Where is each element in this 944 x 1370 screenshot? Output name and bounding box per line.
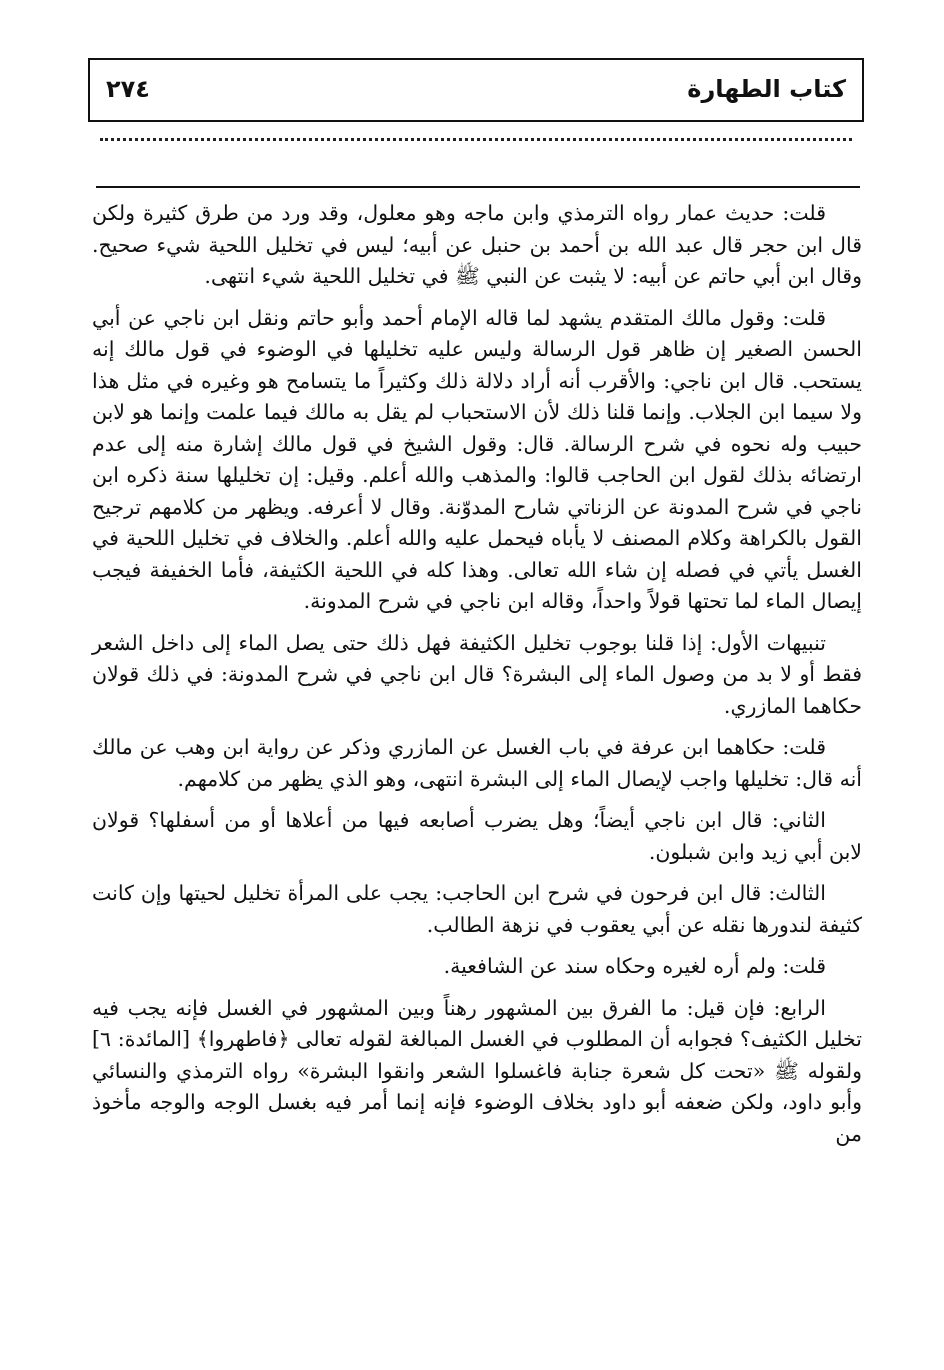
paragraph: قلت: وقول مالك المتقدم يشهد لما قاله الإمام أحمد وأبو حاتم ونقل ابن ناجي عن أبي الحسن الصغير إن ظاهر قول الرسالة وليس عليه تخليلها في الوضوء في قول مالك إنه يستحب. قال ابن ناجي: والأقرب أنه أراد دلالة ذلك وكثيراً ما يتسامح هو وغيره في مثل هذا ولا سيما ابن الجلاب. وإنما قلنا ذلك لأن الاستحباب لم يقل به مالك فيما علمت وإنما هو لابن حبيب وله نحوه في شرح الرسالة. قال: وقول الشيخ في قول مالك إشارة منه إلى عدم ارتضائه بذلك لقول ابن الحاجب قالوا: والمذهب والله أعلم. وقيل: إن تخليلها سنة ذكره ابن ناجي في شرح المدونة عن الزناتي شارح المدوّنة. وقال لا أعرفه. ويظهر من كلامهم ترجيح القول بالكراهة وكلام المصنف لا يأباه فيحمل عليه والله أعلم. والخلاف في تخليل اللحية في الغسل يأتي في فصله إن شاء الله تعالى. وهذا كله في اللحية الكثيفة، فأما الخفيفة فيجب إيصال الماء لما تحتها قولاً واحداً، وقاله ابن ناجي في شرح المدونة.: [92, 305, 862, 613]
paragraph: قلت: حديث عمار رواه الترمذي وابن ماجه وهو معلول، وقد ورد من طرق كثيرة ولكن قال ابن حجر قال عبد الله بن أحمد بن حنبل عن أبيه؛ ليس في تخليل اللحية شيء صحيح. وقال ابن أبي حاتم عن أبيه: لا يثبت عن النبي ﷺ في تخليل اللحية شيء انتهى.: [92, 201, 862, 288]
page-body: [92, 198, 862, 1157]
chapter-title: كتاب الطهارة: [687, 75, 846, 103]
paragraph: الثالث: قال ابن فرحون في شرح ابن الحاجب: يجب على المرأة تخليل لحيتها وإن كانت كثيفة لندورها نقله عن أبي يعقوب في نزهة الطالب.: [92, 881, 862, 937]
page-header: [88, 58, 864, 122]
page-number: ٢٧٤: [106, 75, 150, 103]
paragraph: قلت: ولم أره لغيره وحكاه سند عن الشافعية.: [443, 954, 826, 978]
paragraph: تنبيهات الأول: إذا قلنا بوجوب تخليل الكثيفة فهل ذلك حتى يصل الماء إلى داخل الشعر فقط أو لا بد من وصول الماء إلى البشرة؟ قال ابن ناجي في شرح المدونة: في ذلك قولان حكاهما المازري.: [92, 630, 862, 718]
header-rule: [96, 186, 860, 188]
paragraph: الرابع: فإن قيل: ما الفرق بين المشهور رهناً وبين المشهور في الغسل فإنه يجب فيه تخليل الكثيف؟ فجوابه أن المطلوب في الغسل المبالغة لقوله تعالى ﴿فاطهروا﴾ [المائدة: ٦] ولقوله ﷺ «تحت كل شعرة جنابة فاغسلوا الشعر وانقوا البشرة» رواه الترمذي والنسائي وأبو داود، ولكن ضعفه أبو داود بخلاف الوضوء فإنه إنما أمر فيه بغسل الوجه والوجه مأخوذ من: [92, 995, 862, 1146]
dotted-divider: [100, 138, 852, 141]
paragraph: قلت: حكاهما ابن عرفة في باب الغسل عن المازري وذكر عن رواية ابن وهب عن مالك أنه قال: تخليلها واجب لإيصال الماء إلى البشرة انتهى، وهو الذي يظهر من كلامهم.: [92, 735, 862, 791]
paragraph: الثاني: قال ابن ناجي أيضاً؛ وهل يضرب أصابعه فيها من أعلاها أو من أسفلها؟ قولان لابن أبي زيد وابن شبلون.: [92, 808, 862, 864]
